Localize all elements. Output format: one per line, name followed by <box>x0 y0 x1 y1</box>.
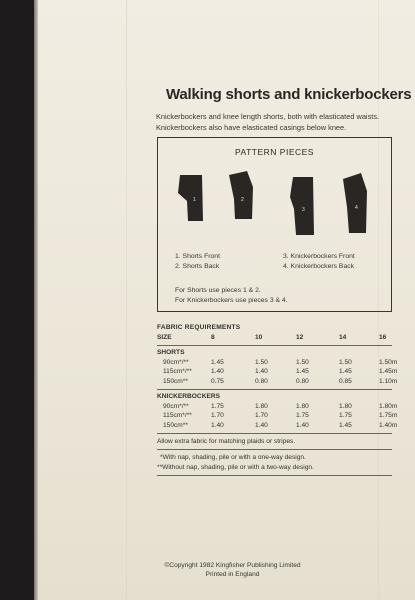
fabric-notes <box>157 437 392 476</box>
cell: 0.80 <box>296 377 309 385</box>
pattern-piece-3 <box>288 175 316 237</box>
cell: 1.75 <box>296 412 309 419</box>
copyright-line: ©Copyright 1982 Kingfisher Publishing Limited <box>164 562 301 569</box>
fabric-title <box>157 324 392 334</box>
group-heading <box>157 393 392 403</box>
table-row <box>157 377 398 388</box>
group-heading <box>157 349 392 359</box>
intro-text: Knickerbockers and knee length shorts, both with elasticated waists. Knickerbockers also have elasticated casings below knee. <box>156 112 380 132</box>
cell: 1.40 <box>255 368 268 375</box>
cell: 1.75 <box>339 412 352 419</box>
cell: 1.80 <box>339 402 352 410</box>
width-label: 150cm** <box>163 421 188 429</box>
printed-in-line: Printed in England <box>205 571 260 578</box>
copyright <box>0 561 415 579</box>
cell: 1.50 <box>255 358 268 366</box>
cell: 1.45 <box>211 358 224 366</box>
cell: 1.40 <box>296 421 309 429</box>
fabric-title-text: FABRIC REQUIREMENTS <box>157 324 241 331</box>
book-spine <box>0 0 34 600</box>
shorts-back-icon <box>227 169 255 221</box>
cell: 1.80 <box>296 402 309 410</box>
usage-line: For Knickerbockers use pieces 3 & 4. <box>175 297 288 304</box>
width-label: 90cm*/** <box>163 402 189 410</box>
size-header: 8 <box>211 333 215 341</box>
shorts-front-icon <box>176 173 204 223</box>
cell: 1.45 <box>339 421 352 429</box>
cell: 1.70 <box>211 412 224 419</box>
knickerbockers-front-icon <box>288 175 316 237</box>
usage-text <box>175 286 288 306</box>
cell: 1.40m <box>379 421 398 429</box>
usage-line: For Shorts use pieces 1 & 2. <box>175 287 261 294</box>
pattern-piece-number: 4 <box>355 205 358 211</box>
cell: 1.80m <box>379 402 398 410</box>
width-label: 115cm*/** <box>163 368 192 375</box>
knickerbockers-back-icon <box>339 171 369 235</box>
size-header: 14 <box>339 333 347 341</box>
cell: 1.80 <box>255 402 268 410</box>
table-row <box>157 368 398 378</box>
pattern-pieces-box <box>157 137 392 312</box>
legend-right <box>283 252 355 272</box>
nap-note: **Without nap, shading, pile or with a two-way design. <box>157 464 314 471</box>
table-row <box>157 402 398 413</box>
cell: 1.40 <box>211 421 224 429</box>
cell: 1.50m <box>379 358 398 366</box>
cell: 1.10m <box>379 377 398 385</box>
table-row <box>157 412 398 422</box>
table-row <box>157 358 398 369</box>
legend-item: 3. Knickerbockers Front <box>283 253 355 260</box>
cell: 1.40 <box>255 421 268 429</box>
cell: 1.45 <box>339 368 352 375</box>
cell: 1.50 <box>296 358 309 366</box>
cell: 1.75 <box>211 402 224 410</box>
legend-item: 2. Shorts Back <box>175 263 220 270</box>
pattern-piece-2 <box>227 169 255 221</box>
cell: 0.80 <box>255 377 268 385</box>
divider <box>157 389 392 390</box>
table-row <box>157 421 398 432</box>
cell: 1.75m <box>379 412 398 419</box>
legend-left <box>175 252 220 272</box>
cell: 1.45m <box>379 368 398 375</box>
size-header: 10 <box>255 333 263 341</box>
divider <box>157 475 392 476</box>
nap-note: *With nap, shading, pile or with a one-way design. <box>160 454 306 461</box>
width-label: 150cm** <box>163 377 188 385</box>
group-name: KNICKERBOCKERS <box>157 393 221 400</box>
pattern-piece-number: 3 <box>302 207 305 213</box>
divider <box>157 433 392 434</box>
divider <box>157 449 392 450</box>
cell: 1.70 <box>255 412 268 419</box>
pattern-piece-1 <box>176 173 204 223</box>
pattern-piece-4 <box>339 171 369 235</box>
legend-item: 4. Knickerbockers Back <box>283 263 355 270</box>
cell: 1.40 <box>211 368 224 375</box>
size-header: 12 <box>296 333 304 341</box>
size-label: SIZE <box>157 333 172 341</box>
size-row <box>157 334 392 344</box>
cell: 1.45 <box>296 368 309 375</box>
legend-item: 1. Shorts Front <box>175 253 220 260</box>
cell: 0.75 <box>211 377 224 385</box>
cell: 1.50 <box>339 358 352 366</box>
allow-note: Allow extra fabric for matching plaids or stripes. <box>157 438 296 445</box>
pattern-piece-number: 1 <box>193 197 196 203</box>
fabric-requirements <box>157 324 398 479</box>
flap-fold-line <box>126 0 127 600</box>
width-label: 90cm*/** <box>163 358 189 366</box>
width-label: 115cm*/** <box>163 412 192 419</box>
pattern-piece-number: 2 <box>241 197 244 203</box>
divider <box>157 345 392 346</box>
size-header: 16 <box>379 333 387 341</box>
group-name: SHORTS <box>157 349 185 356</box>
pattern-pieces-heading: PATTERN PIECES <box>235 147 314 157</box>
cell: 0.85 <box>339 377 352 385</box>
page-title: Walking shorts and knickerbockers <box>166 86 412 103</box>
